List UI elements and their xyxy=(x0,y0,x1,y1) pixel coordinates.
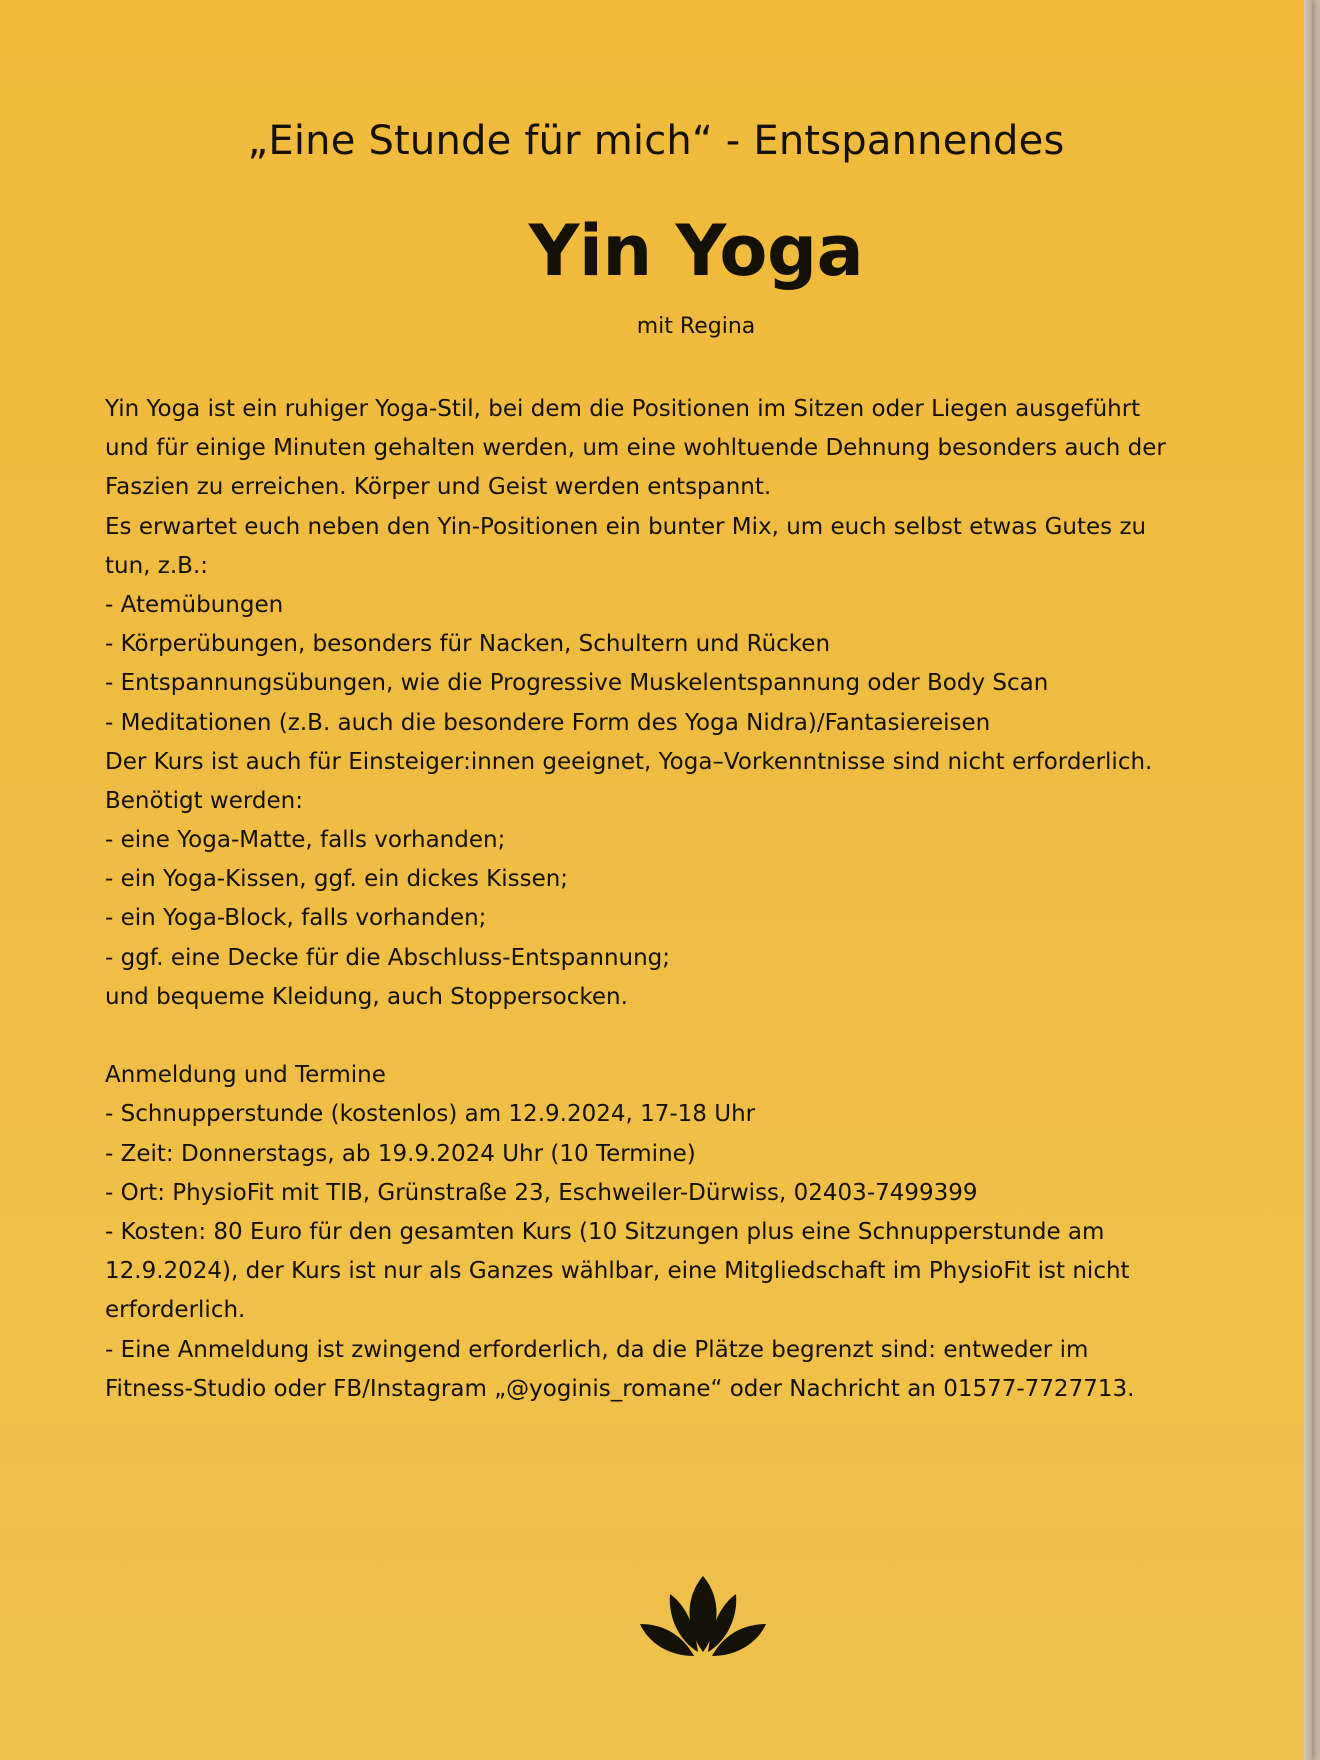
intro-line: Faszien zu erreichen. Körper und Geist werden entspannt. xyxy=(105,474,772,501)
registration-item: - Zeit: Donnerstags, ab 19.9.2024 Uhr (10 Termine) xyxy=(105,1140,696,1167)
needed-heading: Benötigt werden: xyxy=(105,787,304,814)
activity-item: - Atemübungen xyxy=(105,591,284,618)
needed-item: - ein Yoga-Kissen, ggf. ein dickes Kissen; xyxy=(105,866,569,893)
registration-heading: Anmeldung und Termine xyxy=(105,1062,386,1089)
flyer-body xyxy=(105,390,1285,1409)
clothing-note: und bequeme Kleidung, auch Stoppersocken. xyxy=(105,983,628,1010)
needed-item: - ein Yoga-Block, falls vorhanden; xyxy=(105,905,487,932)
registration-item: - Eine Anmeldung ist zwingend erforderlich, da die Plätze begrenzt sind: entweder im xyxy=(105,1336,1089,1363)
intro-line: und für einige Minuten gehalten werden, um eine wohltuende Dehnung besonders auch der xyxy=(105,435,1166,462)
activity-item: - Meditationen (z.B. auch die besondere Form des Yoga Nidra)/Fantasiereisen xyxy=(105,709,991,736)
section-spacer xyxy=(105,1017,1285,1056)
registration-item: - Kosten: 80 Euro für den gesamten Kurs (10 Sitzungen plus eine Schnupperstunde am xyxy=(105,1218,1105,1245)
needed-item: - eine Yoga-Matte, falls vorhanden; xyxy=(105,827,506,854)
lotus-icon xyxy=(638,1574,768,1660)
intro-line: Yin Yoga ist ein ruhiger Yoga-Stil, bei dem die Positionen im Sitzen oder Liegen ausgeführt xyxy=(105,396,1141,422)
registration-item: - Ort: PhysioFit mit TIB, Grünstraße 23, Eschweiler-Dürwiss, 02403-7499399 xyxy=(105,1179,978,1206)
suitability-note: Der Kurs ist auch für Einsteiger:innen geeignet, Yoga–Vorkenntnisse sind nicht erforderlich. xyxy=(105,748,1153,775)
activity-item: - Körperübungen, besonders für Nacken, Schultern und Rücken xyxy=(105,631,831,658)
flyer-headline: „Eine Stunde für mich“ - Entspannendes xyxy=(247,118,1065,164)
flyer-title: Yin Yoga xyxy=(528,210,864,292)
needed-item: - ggf. eine Decke für die Abschluss-Entspannung; xyxy=(105,944,671,971)
intro-line: tun, z.B.: xyxy=(105,552,209,579)
registration-item: - Schnupperstunde (kostenlos) am 12.9.2024, 17-18 Uhr xyxy=(105,1101,756,1128)
registration-item: 12.9.2024), der Kurs ist nur als Ganzes wählbar, eine Mitgliedschaft im PhysioFit ist nicht xyxy=(105,1258,1130,1285)
registration-item: erforderlich. xyxy=(105,1297,246,1324)
flyer-subtitle: mit Regina xyxy=(636,314,756,339)
intro-line: Es erwartet euch neben den Yin-Positionen ein bunter Mix, um euch selbst etwas Gutes zu xyxy=(105,513,1147,540)
registration-item: Fitness-Studio oder FB/Instagram „@yoginis_romane“ oder Nachricht an 01577-7727713. xyxy=(105,1375,1135,1402)
activity-item: - Entspannungsübungen, wie die Progressive Muskelentspannung oder Body Scan xyxy=(105,670,1049,697)
